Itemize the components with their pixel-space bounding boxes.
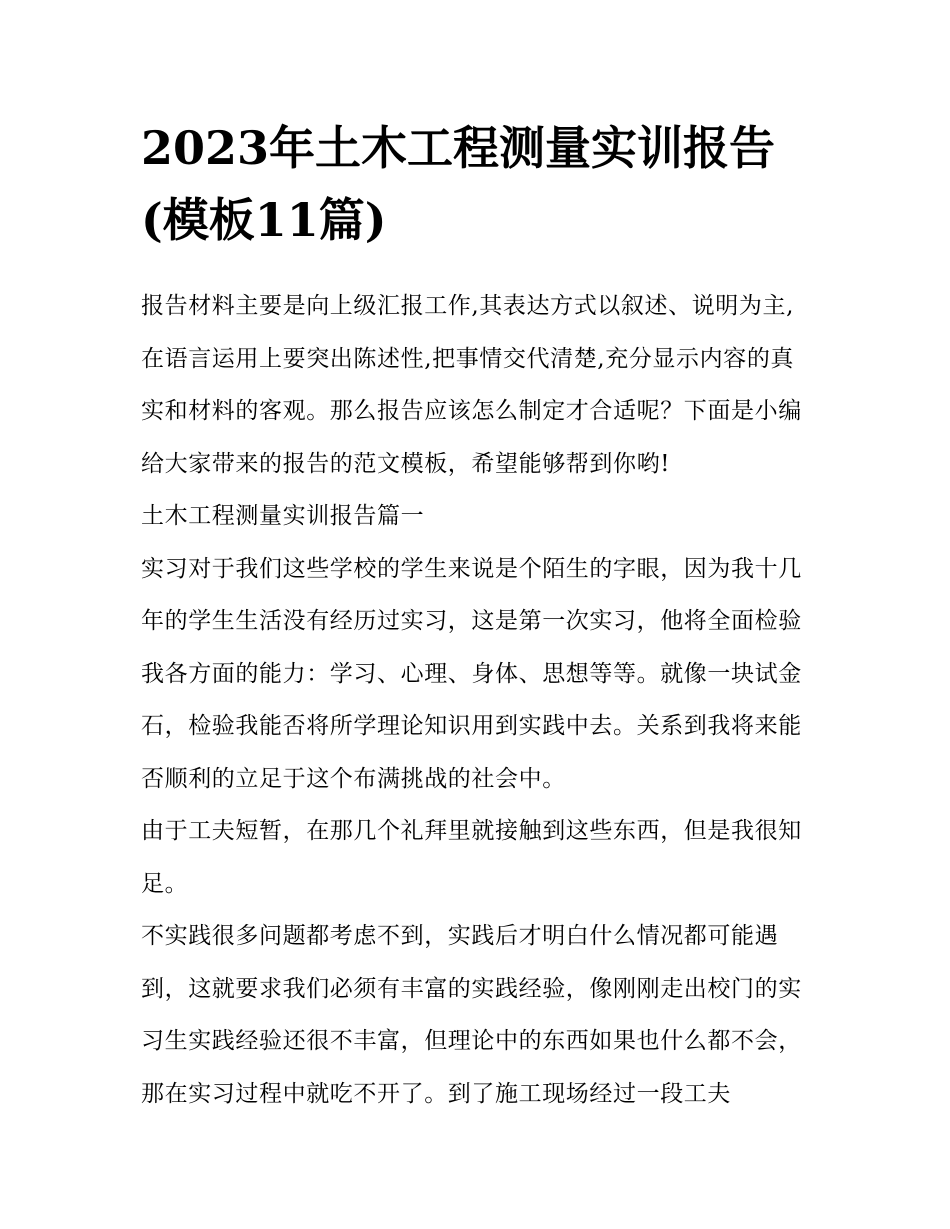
document-body — [141, 112, 816, 1120]
section-heading: 土木工程测量实训报告篇一 — [141, 503, 425, 529]
intro-paragraph: 报告材料主要是向上级汇报工作,其表达方式以叙述、说明为主,在语言运用上要突出陈述性,把事情交代清楚,充分显示内容的真实和材料的客观。那么报告应该怎么制定才合适呢？下面是小编给大家带来的报告的范文模板，希望能够帮到你哟! — [141, 293, 802, 477]
body-paragraph: 由于工夫短暂，在那几个礼拜里就接触到这些东西，但是我很知足。 — [141, 818, 802, 897]
body-paragraph: 不实践很多问题都考虑不到，实践后才明白什么情况都可能遇到，这就要求我们必须有丰富的实践经验，像刚刚走出校门的实习生实践经验还很不丰富，但理论中的东西如果也什么都不会，那在实习过程中就吃不开了。到了施工现场经过一段工夫 — [141, 923, 802, 1107]
document-title: 2023年土木工程测量实训报告(模板11篇) — [141, 121, 776, 247]
body-paragraph: 实习对于我们这些学校的学生来说是个陌生的字眼，因为我十几年的学生生活没有经历过实习，这是第一次实习，他将全面检验我各方面的能力：学习、心理、身体、思想等等。就像一块试金石，检验我能否将所学理论知识用到实践中去。关系到我将来能否顺利的立足于这个布满挑战的社会中。 — [141, 555, 802, 792]
